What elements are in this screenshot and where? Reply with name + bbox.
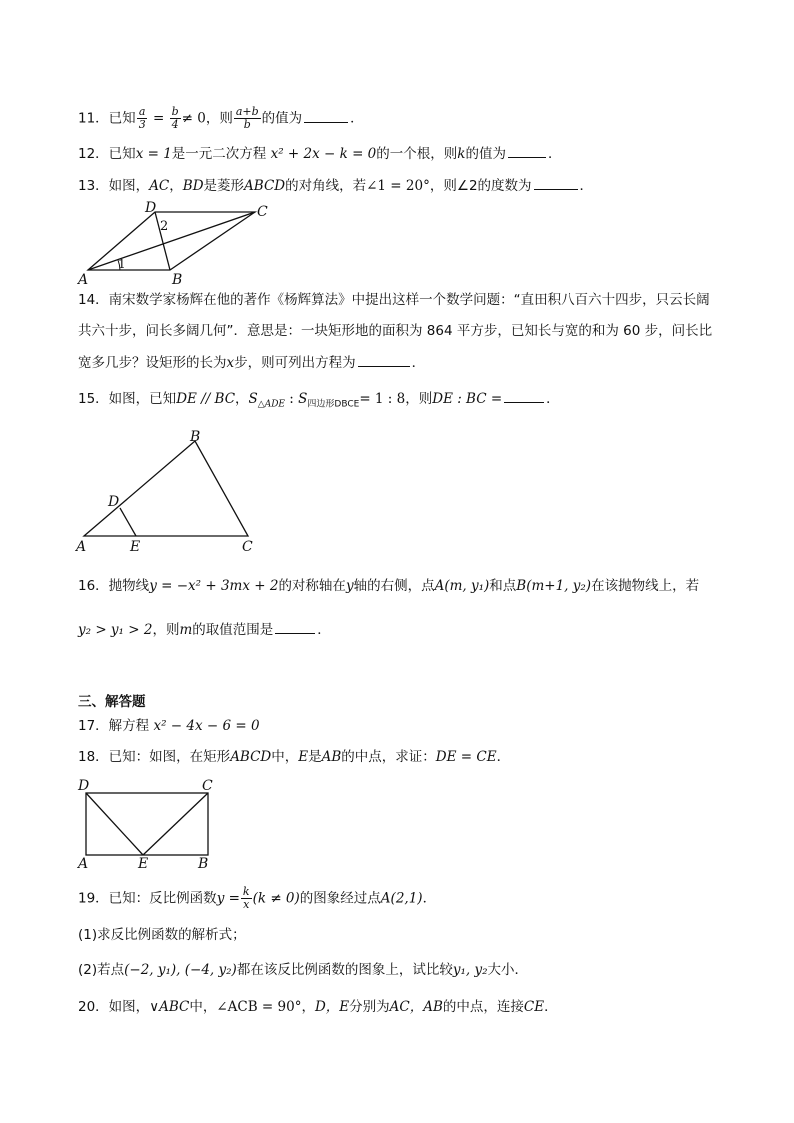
question-14-line3: 宽多几步？设矩形的长为x步，则可列出方程为 ． bbox=[78, 352, 425, 373]
segment-ce bbox=[143, 793, 208, 855]
label-B: B bbox=[172, 272, 183, 288]
triangle-figure bbox=[72, 424, 272, 559]
label-D: D bbox=[108, 494, 120, 510]
question-20: 20．如图，∨ABC中，∠ACB = 90°，D，E分别为AC，AB的中点，连接CE． bbox=[78, 999, 558, 1015]
q11-prefix: 11．已知 bbox=[78, 110, 136, 127]
answer-blank[interactable] bbox=[304, 108, 348, 123]
section-heading: 三、解答题 bbox=[78, 694, 146, 710]
question-14-line1: 14．南宋数学家杨辉在他的著作《杨辉算法》中提出这样一个数学问题：“直田积八百六十四步，只云长阔 bbox=[78, 292, 710, 308]
rhombus-figure bbox=[70, 198, 270, 288]
question-17: 17．解方程 x² − 4x − 6 = 0 bbox=[78, 718, 260, 734]
angle-label-1: 1 bbox=[118, 257, 126, 271]
angle-label-2: 2 bbox=[160, 219, 169, 234]
answer-blank[interactable] bbox=[508, 143, 546, 158]
fraction-a-over-3: $\frac{a}{3}$ bbox=[138, 105, 146, 131]
label-C: C bbox=[257, 204, 268, 220]
question-16-line2: y₂ > y₁ > 2，则m的取值范围是 ． bbox=[78, 619, 331, 640]
label-C: C bbox=[202, 778, 213, 794]
label-D: D bbox=[78, 778, 90, 794]
diagonal-ac bbox=[88, 212, 255, 270]
label-D: D bbox=[145, 200, 157, 216]
question-11: 11．已知 $\frac{a}{3}$ = $\frac{b}{4}$ ≠ 0，则 $\frac{a+b}{b}$ 的值为 ． bbox=[78, 105, 364, 131]
label-B: B bbox=[198, 856, 209, 870]
answer-blank[interactable] bbox=[275, 619, 315, 634]
question-15: 15．如图，已知DE // BC，$S_{\triangle ADE}$ : $S_{四边形DBCE}= 1$ : 8，则DE : BC = ． bbox=[78, 388, 560, 415]
label-E: E bbox=[138, 856, 149, 870]
label-A: A bbox=[78, 272, 89, 288]
answer-blank[interactable] bbox=[358, 352, 410, 367]
rectangle-figure bbox=[72, 775, 222, 870]
triangle-abc bbox=[84, 441, 248, 536]
label-A: A bbox=[76, 539, 87, 555]
question-13: 13．如图，AC，BD是菱形ABCD的对角线，若∠1 = 20°，则∠2的度数为 ． bbox=[78, 175, 593, 196]
answer-blank[interactable] bbox=[504, 388, 544, 403]
segment-de bbox=[86, 793, 143, 855]
question-19: 19．已知：反比例函数y = $\frac{k}{x}$ (k ≠ 0)的图象经过点A(2,1)． bbox=[78, 885, 437, 911]
fraction-b-over-4: $\frac{b}{4}$ bbox=[171, 105, 179, 131]
label-C: C bbox=[242, 539, 253, 555]
q12-expr1: x = 1 bbox=[135, 146, 172, 162]
question-18: 18．已知：如图，在矩形ABCD中，E是AB的中点，求证：DE = CE． bbox=[78, 749, 511, 765]
label-A: A bbox=[78, 856, 89, 870]
question-19-part1: (1)求反比例函数的解析式； bbox=[78, 927, 246, 943]
question-14-line2: 共六十步，问长多阔几何”．意思是：一块矩形地的面积为 864 平方步，已知长与宽的和为 60 步，问长比 bbox=[78, 323, 713, 339]
question-16-line1: 16．抛物线y = −x² + 3mx + 2的对称轴在y轴的右侧，点A(m, y₁)和点B(m+1, y₂)在该抛物线上，若 bbox=[78, 578, 700, 594]
fraction-k-over-x: $\frac{k}{x}$ bbox=[242, 885, 250, 911]
q12-equation: x² + 2x − k = 0 bbox=[270, 146, 377, 162]
label-E: E bbox=[130, 539, 141, 555]
question-19-part2: (2)若点(−2, y₁), (−4, y₂)都在该反比例函数的图象上，试比较y₁, y₂大小． bbox=[78, 962, 528, 978]
question-12: 12．已知x = 1是一元二次方程 x² + 2x − k = 0的一个根，则k的值为 ． bbox=[78, 143, 561, 164]
fraction-a-plus-b-over-b: $\frac{a+b}{b}$ bbox=[235, 105, 259, 131]
segment-de bbox=[120, 508, 136, 536]
label-B: B bbox=[190, 429, 201, 445]
rectangle-abcd bbox=[86, 793, 208, 855]
answer-blank[interactable] bbox=[534, 175, 578, 190]
